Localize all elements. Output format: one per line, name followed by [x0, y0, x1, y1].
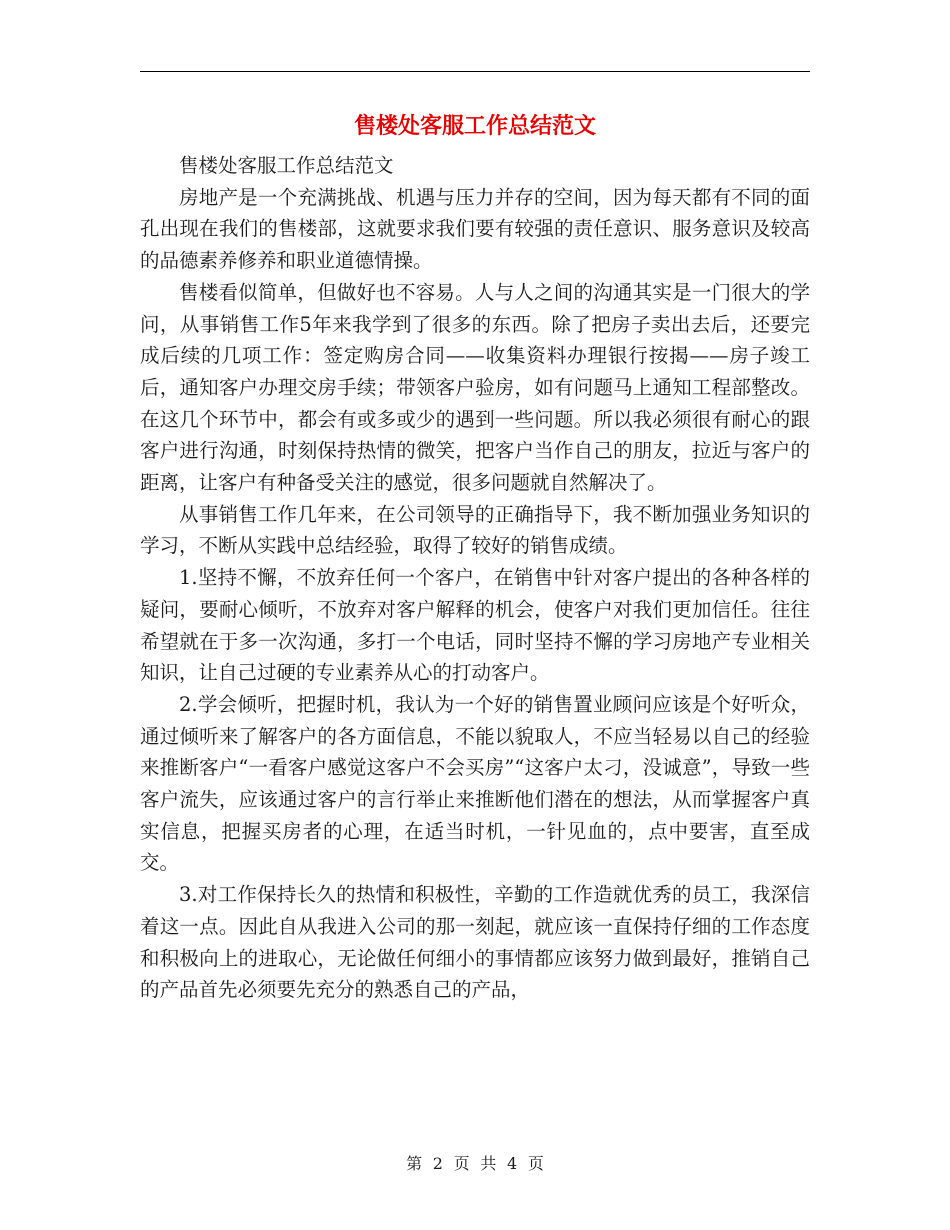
paragraph-intro: 房地产是一个充满挑战、机遇与压力并存的空间，因为每天都有不同的面孔出现在我们的售楼部，这就要求我们要有较强的责任意识、服务意识及较高的品德素养修养和职业道德情操。: [140, 185, 810, 273]
paragraph-subtitle: 售楼处客服工作总结范文: [179, 154, 394, 177]
document-title: 售楼处客服工作总结范文: [353, 113, 596, 139]
paragraph-point-1: 1.坚持不懈，不放弃任何一个客户，在销售中针对客户提出的各种各样的疑问，要耐心倾听，不放弃对客户解释的机会，使客户对我们更加信任。往往希望就在于多一次沟通，多打一个电话，同时坚持不懈的学习房地产专业相关知识，让自己过硬的专业素养从心的打动客户。: [140, 566, 810, 685]
header-rule: [140, 71, 810, 72]
paragraph-summary: 从事销售工作几年来，在公司领导的正确指导下，我不断加强业务知识的学习，不断从实践中总结经验，取得了较好的销售成绩。: [140, 502, 810, 558]
document-body: [140, 150, 810, 1006]
paragraph-sales-experience: 售楼看似简单，但做好也不容易。人与人之间的沟通其实是一门很大的学问，从事销售工作5年来我学到了很多的东西。除了把房子卖出去后，还要完成后续的几项工作：签定购房合同——收集资料办理银行按揭——房子竣工后，通知客户办理交房手续；带领客户验房，如有问题马上通知工程部整改。在这几个环节中，都会有或多或少的遇到一些问题。所以我必须很有耐心的跟客户进行沟通，时刻保持热情的微笑，把客户当作自己的朋友，拉近与客户的距离，让客户有种备受关注的感觉，很多问题就自然解决了。: [140, 280, 810, 495]
paragraph-point-2: 2.学会倾听，把握时机，我认为一个好的销售置业顾问应该是个好听众，通过倾听来了解客户的各方面信息，不能以貌取人，不应当轻易以自己的经验来推断客户“一看客户感觉这客户不会买房”“这客户太刁，没诚意”，导致一些客户流失，应该通过客户的言行举止来推断他们潜在的想法，从而掌握客户真实信息，把握买房者的心理，在适当时机，一针见血的，点中要害，直至成交。: [140, 692, 810, 875]
page-number-footer: 第 2 页 共 4 页: [406, 1154, 544, 1173]
paragraph-point-3: 3.对工作保持长久的热情和积极性，辛勤的工作造就优秀的员工，我深信着这一点。因此自从我进入公司的那一刻起，就应该一直保持仔细的工作态度和积极向上的进取心，无论做任何细小的事情都应该努力做到最好，推销自己的产品首先必须要先充分的熟悉自己的产品，: [140, 883, 810, 1002]
